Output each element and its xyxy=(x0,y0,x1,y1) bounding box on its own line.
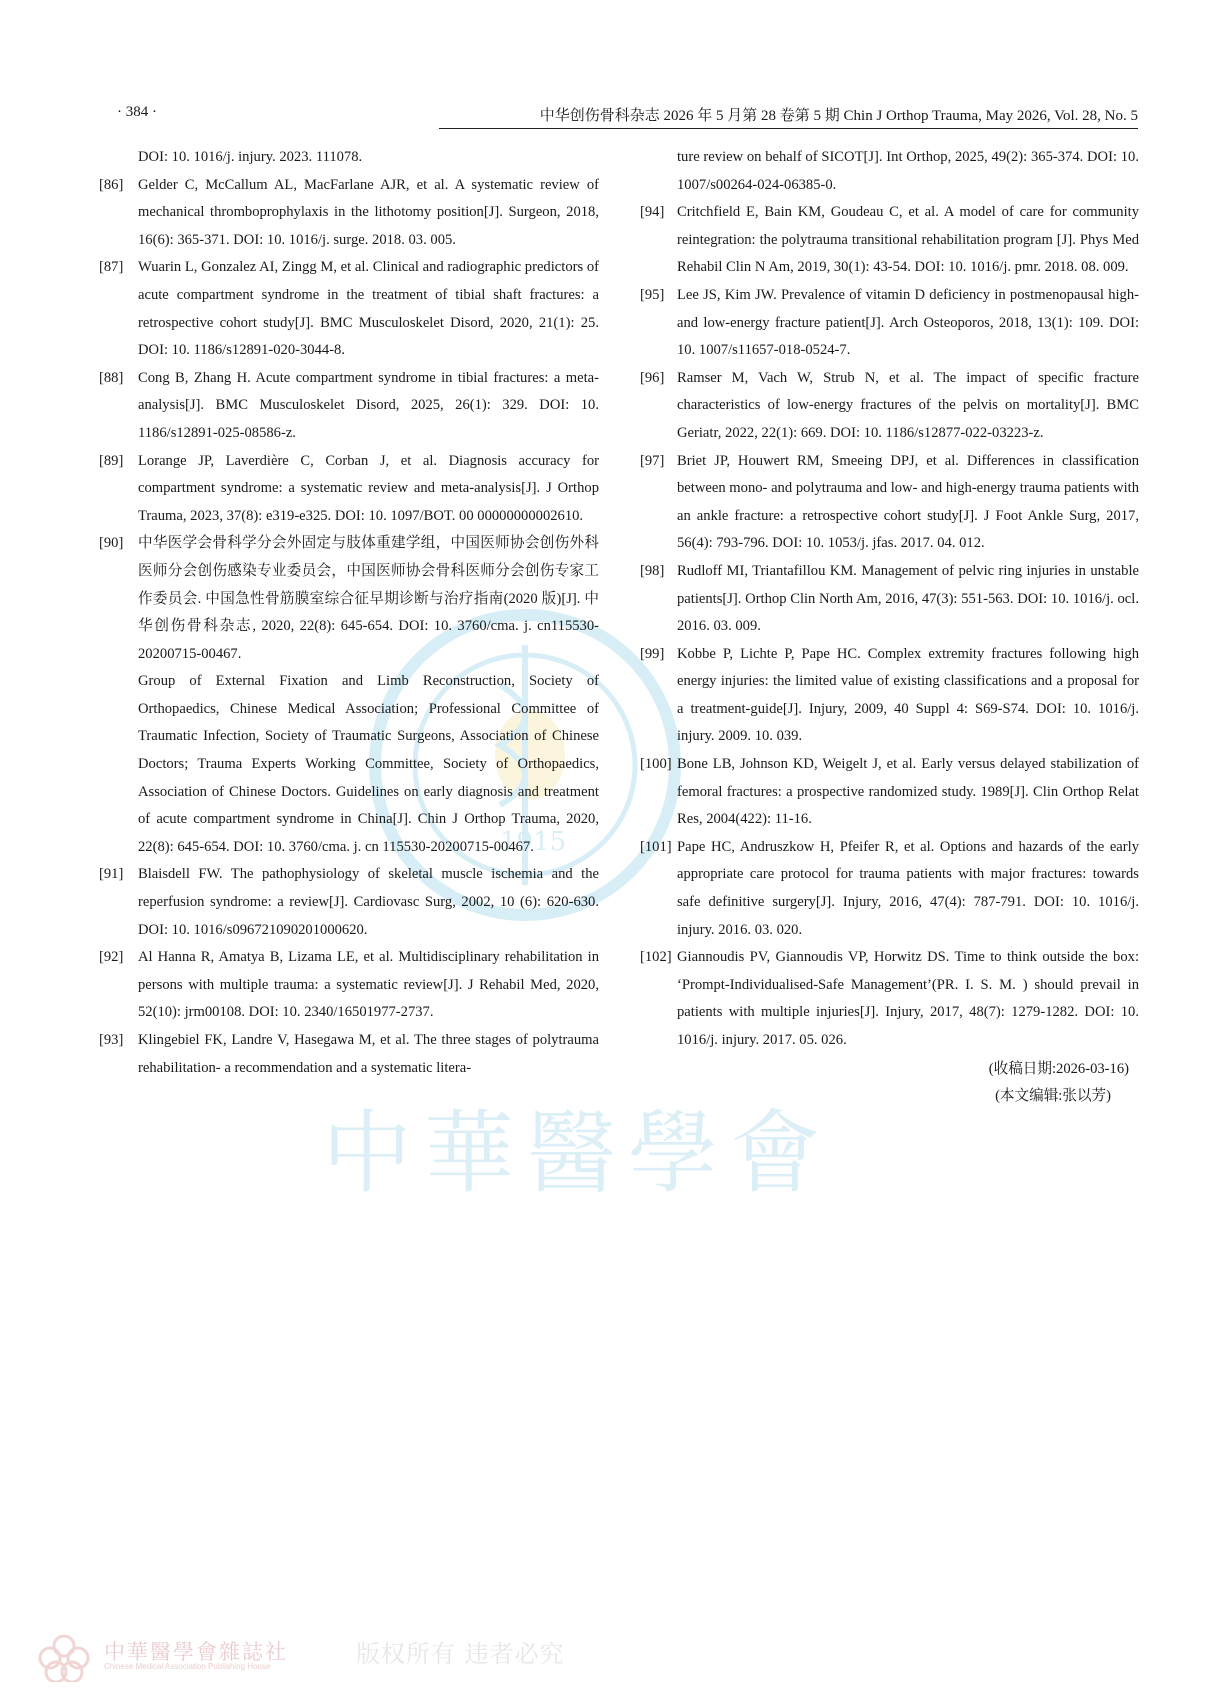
reference-number: [97] xyxy=(640,452,665,469)
publisher-footer xyxy=(36,1632,636,1682)
left-ref-list-a xyxy=(99,172,599,669)
reference-number: [96] xyxy=(640,369,665,386)
received-date: (收稿日期:2026-03-16) xyxy=(988,1060,1129,1077)
reference-number: [86] xyxy=(99,176,124,193)
reference-number: [87] xyxy=(99,259,124,276)
reference-number: [94] xyxy=(640,204,665,221)
reference-text: Bone LB, Johnson KD, Weigelt J, et al. Early versus delayed stabilization of femoral fractures: a prospective randomized study. 1989[J]. Clin Orthop Relat Res, 2004(422): 11-16. xyxy=(677,756,1139,828)
reference-number: [98] xyxy=(640,562,665,579)
reference-text: Giannoudis PV, Giannoudis VP, Horwitz DS. Time to think outside the box: ‘Prompt-Individualised-Safe Management’(PR. I. S. M. ) should prevail in patients with multiple injuries[J]. Injury, 2017, 48(7): 1279-1282. DOI: 10. 1016/j. injury. 2017. 05. 026. xyxy=(677,949,1139,1048)
reference-number: [101] xyxy=(640,838,672,855)
reference-number: [88] xyxy=(99,369,124,386)
reference-number: [90] xyxy=(99,535,124,552)
reference-item xyxy=(99,1027,599,1082)
reference-item xyxy=(640,834,1139,944)
reference-item xyxy=(99,944,599,1027)
reference-item xyxy=(99,172,599,255)
seal-year: 1915 xyxy=(500,827,567,857)
left-column xyxy=(99,144,599,1082)
reference-item xyxy=(99,448,599,531)
reference-text: Critchfield E, Bain KM, Goudeau C, et al. A model of care for community reintegration: the polytrauma transitional rehabilitation program [J]. Phys Med Rehabil Clin N Am, 2019, 30(1): 43-54. DOI: 10. 1016/j. pmr. 2018. 08. 009. xyxy=(677,204,1139,276)
right-ref-list xyxy=(640,199,1139,1054)
page-number: · 384 · xyxy=(117,104,157,120)
reference-item xyxy=(640,199,1139,282)
reference-number: [99] xyxy=(640,645,665,662)
ref-85-continuation: DOI: 10. 1016/j. injury. 2023. 111078. xyxy=(138,149,363,165)
right-column xyxy=(640,144,1139,1111)
reference-text: Lorange JP, Laverdière C, Corban J, et al. Diagnosis accuracy for compartment syndrome: a systematic review and meta-analysis[J]. J Orthop Trauma, 2023, 37(8): e319-e325. DOI: 10. 1097/BOT. 00 00000000002610. xyxy=(138,452,599,524)
reference-number: [100] xyxy=(640,756,672,773)
publisher-logo-icon xyxy=(36,1632,92,1682)
reference-text: Rudloff MI, Triantafillou KM. Management of pelvic ring injuries in unstable patients[J]. Orthop Clin North Am, 2016, 47(3): 551-563. DOI: 10. 1016/j. ocl. 2016. 03. 009. xyxy=(677,562,1139,635)
reference-text: Wuarin L, Gonzalez AI, Zingg M, et al. Clinical and radiographic predictors of acute compartment syndrome in the treatment of tibial shaft fractures: a retrospective cohort study[J]. BMC Musculoskelet Disord, 2020, 21(1): 25. DOI: 10. 1186/s12891-020-3044-8. xyxy=(138,259,599,359)
reference-text: Ramser M, Vach W, Strub N, et al. The impact of specific fracture characteristics of low-energy fractures of the pelvis on mortality[J]. BMC Geriatr, 2022, 22(1): 669. DOI: 10. 1186/s12877-022-03223-z. xyxy=(677,369,1139,441)
reference-item xyxy=(640,282,1139,365)
reference-item xyxy=(99,254,599,364)
publisher-name: 中華醫學會雜誌社 xyxy=(104,1640,288,1664)
reference-item xyxy=(640,641,1139,751)
reference-number: [89] xyxy=(99,452,124,469)
header-rule xyxy=(439,128,1138,129)
reference-text: Gelder C, McCallum AL, MacFarlane AJR, et al. A systematic review of mechanical thromboprophylaxis in the lithotomy position[J]. Surgeon, 2018, 16(6): 365-371. DOI: 10. 1016/j. surge. 2018. 03. 005. xyxy=(138,176,599,248)
reference-text: Cong B, Zhang H. Acute compartment syndrome in tibial fractures: a meta-analysis[J]. BMC Musculoskelet Disord, 2025, 26(1): 329. DOI: 10. 1186/s12891-025-08586-z. xyxy=(138,369,599,441)
reference-item xyxy=(99,365,599,448)
reference-item xyxy=(99,530,599,668)
reference-text: 中华医学会骨科学分会外固定与肢体重建学组，中国医师协会创伤外科医师分会创伤感染专业委员会，中国医师协会骨科医师分会创伤专家工作委员会. 中国急性骨筋膜室综合征早期诊断与治疗指南(2020 版)[J]. 中华创伤骨科杂志, 2020, 22(8): 645-654. DOI: 10. 3760/cma. j. cn115530-20200715-00467. xyxy=(138,535,599,662)
reference-item xyxy=(640,751,1139,834)
publisher-name-en: Chinese Medical Association Publishing House xyxy=(104,1662,271,1671)
reference-number: [95] xyxy=(640,286,665,303)
reference-number: [102] xyxy=(640,949,672,966)
reference-item xyxy=(640,558,1139,641)
reference-number: [93] xyxy=(99,1032,124,1048)
reference-text: Kobbe P, Lichte P, Pape HC. Complex extremity fractures following high energy injuries: the limited value of existing classifications and a proposal for a treatment-guide[J]. Injury, 2009, 40 Suppl 4: S69-S74. DOI: 10. 1016/j. injury. 2009. 10. 039. xyxy=(677,645,1139,745)
reference-text: Klingebiel FK, Landre V, Hasegawa M, et al. The three stages of polytrauma rehabilitation- a recommendation and a systematic litera- xyxy=(138,1032,599,1076)
reference-item xyxy=(640,944,1139,1054)
reference-text: Al Hanna R, Amatya B, Lizama LE, et al. Multidisciplinary rehabilitation in persons with multiple trauma: a systematic review[J]. J Rehabil Med, 2020, 52(10): jrm00108. DOI: 10. 2340/16501977-2737. xyxy=(138,949,599,1021)
journal-citation: 中华创伤骨科杂志 2026 年 5 月第 28 卷第 5 期 Chin J Orthop Trauma, May 2026, Vol. 28, No. 5 xyxy=(539,108,1138,124)
reference-text: Blaisdell FW. The pathophysiology of skeletal muscle ischemia and the reperfusion syndrome: a review[J]. Cardiovasc Surg, 2002, 10 (6): 620-630. DOI: 10. 1016/s096721090201000620. xyxy=(138,866,599,938)
reference-item xyxy=(99,861,599,944)
reference-text: Pape HC, Andruszkow H, Pfeifer R, et al. Options and hazards of the early appropriate care protocol for trauma patients with major fractures: towards safe definitive surgery[J]. Injury, 2016, 47(4): 787-791. DOI: 10. 1016/j. injury. 2016. 03. 020. xyxy=(677,838,1139,938)
copyright-mark: 版权所有 违者必究 xyxy=(356,1640,565,1668)
ref-93-continuation: ture review on behalf of SICOT[J]. Int Orthop, 2025, 49(2): 365-374. DOI: 10. 1007/s00264-024-06385-0. xyxy=(677,149,1139,193)
reference-text: Briet JP, Houwert RM, Smeeing DPJ, et al. Differences in classification between mono- and polytrauma and low- and high-energy trauma patients with an ankle fracture: a retrospective cohort study[J]. J Foot Ankle Surg, 2017, 56(4): 793-796. DOI: 10. 1053/j. jfas. 2017. 04. 012. xyxy=(677,452,1139,552)
editor-credit: (本文编辑:张以芳) xyxy=(995,1088,1111,1105)
reference-item xyxy=(640,448,1139,558)
reference-number: [91] xyxy=(99,866,124,883)
reference-number: [92] xyxy=(99,949,124,966)
ref-90-english: Group of External Fixation and Limb Reconstruction, Society of Orthopaedics, Chinese Medical Association; Professional Committee of Traumatic Infection, Society of Traumatic Surgeons, Association of Chinese Doctors; Trauma Experts Working Committee, Society of Orthopaedics, Association of Chinese Doctors. Guidelines on early diagnosis and treatment of acute compartment syndrome in China[J]. Chin J Orthop Trauma, 2020, 22(8): 645-654. DOI: 10. 3760/cma. j. cn 115530-20200715-00467. xyxy=(138,673,599,855)
reference-text: Lee JS, Kim JW. Prevalence of vitamin D deficiency in postmenopausal high- and low-energy fracture patient[J]. Arch Osteoporos, 2018, 13(1): 109. DOI: 10. 1007/s11657-018-0524-7. xyxy=(677,286,1139,359)
left-ref-list-b xyxy=(99,861,599,1082)
reference-item xyxy=(640,365,1139,448)
running-header xyxy=(117,104,1138,130)
cma-calligraphy-watermark: 中華醫學會 xyxy=(322,1101,832,1206)
